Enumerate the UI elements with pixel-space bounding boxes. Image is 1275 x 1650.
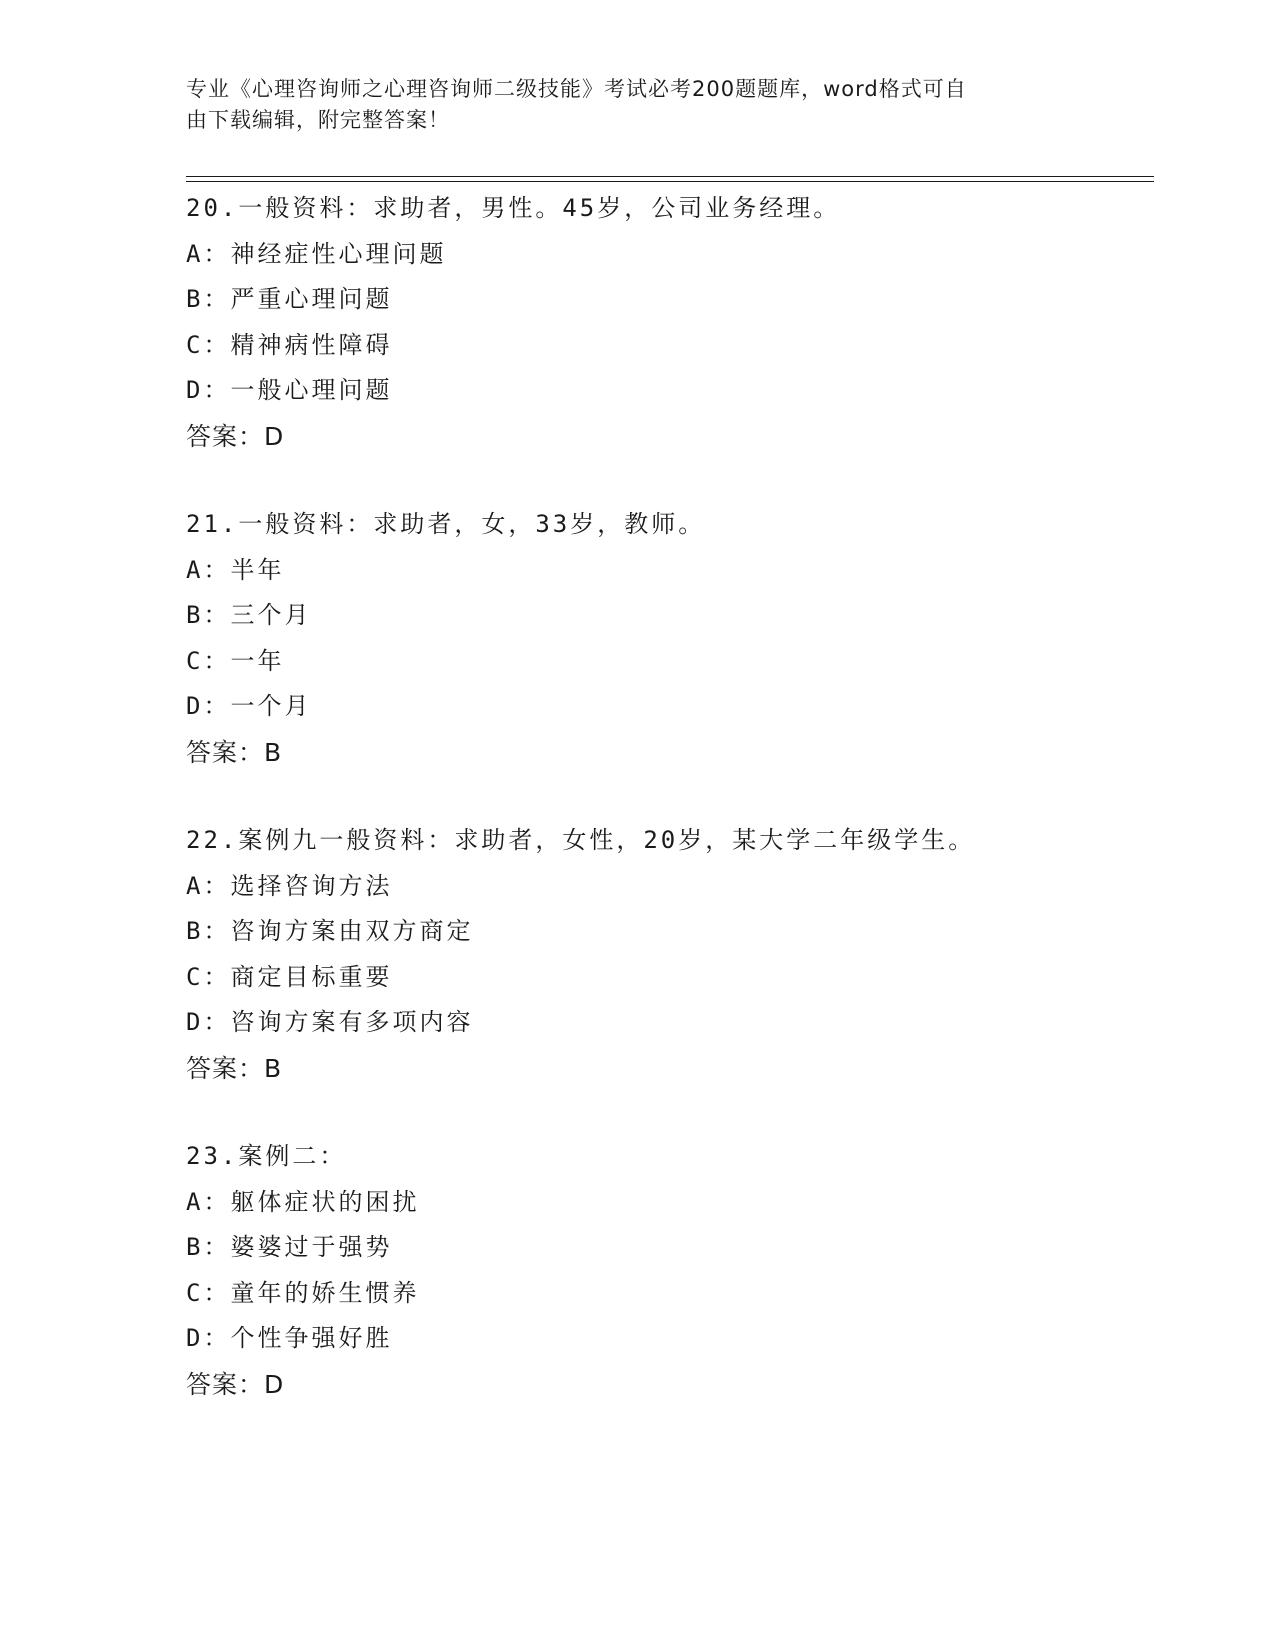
question-stem: 23.案例二： (186, 1142, 347, 1170)
option-c: C：一年 (186, 646, 285, 675)
answer-line: 答案：D (186, 421, 285, 451)
answer-line: 答案：B (186, 737, 283, 767)
answer-line: 答案：B (186, 1053, 283, 1083)
option-a: A：选择咨询方法 (186, 871, 393, 900)
question-20 (186, 186, 1146, 459)
option-d: D：一般心理问题 (186, 376, 393, 404)
question-stem: 21.一般资料：求助者，女，33岁，教师。 (186, 510, 706, 538)
document-intro (186, 74, 1066, 136)
option-a: A：神经症性心理问题 (186, 239, 447, 268)
option-a: A：躯体症状的困扰 (186, 1187, 420, 1216)
question-22 (186, 818, 1146, 1091)
intro-line-1: 专业《心理咨询师之心理咨询师二级技能》考试必考200题题库，word格式可自 (186, 77, 967, 101)
question-23 (186, 1134, 1146, 1407)
divider-top (186, 176, 1154, 177)
option-b: B：咨询方案由双方商定 (186, 917, 474, 945)
question-stem: 22.案例九一般资料：求助者，女性，20岁，某大学二年级学生。 (186, 826, 976, 854)
option-c: C：精神病性障碍 (186, 330, 393, 359)
option-b: B：婆婆过于强势 (186, 1233, 393, 1261)
intro-line-2: 由下载编辑，附完整答案！ (186, 108, 450, 132)
option-b: B：严重心理问题 (186, 285, 393, 313)
option-c: C：商定目标重要 (186, 962, 393, 991)
option-c: C：童年的娇生惯养 (186, 1278, 420, 1307)
option-d: D：咨询方案有多项内容 (186, 1008, 474, 1036)
divider-bottom (186, 181, 1154, 182)
question-stem: 20.一般资料：求助者，男性。45岁，公司业务经理。 (186, 194, 841, 222)
option-d: D：个性争强好胜 (186, 1324, 393, 1352)
option-d: D：一个月 (186, 692, 312, 720)
question-21 (186, 502, 1146, 775)
option-b: B：三个月 (186, 601, 312, 629)
option-a: A：半年 (186, 555, 285, 584)
answer-line: 答案：D (186, 1369, 285, 1399)
